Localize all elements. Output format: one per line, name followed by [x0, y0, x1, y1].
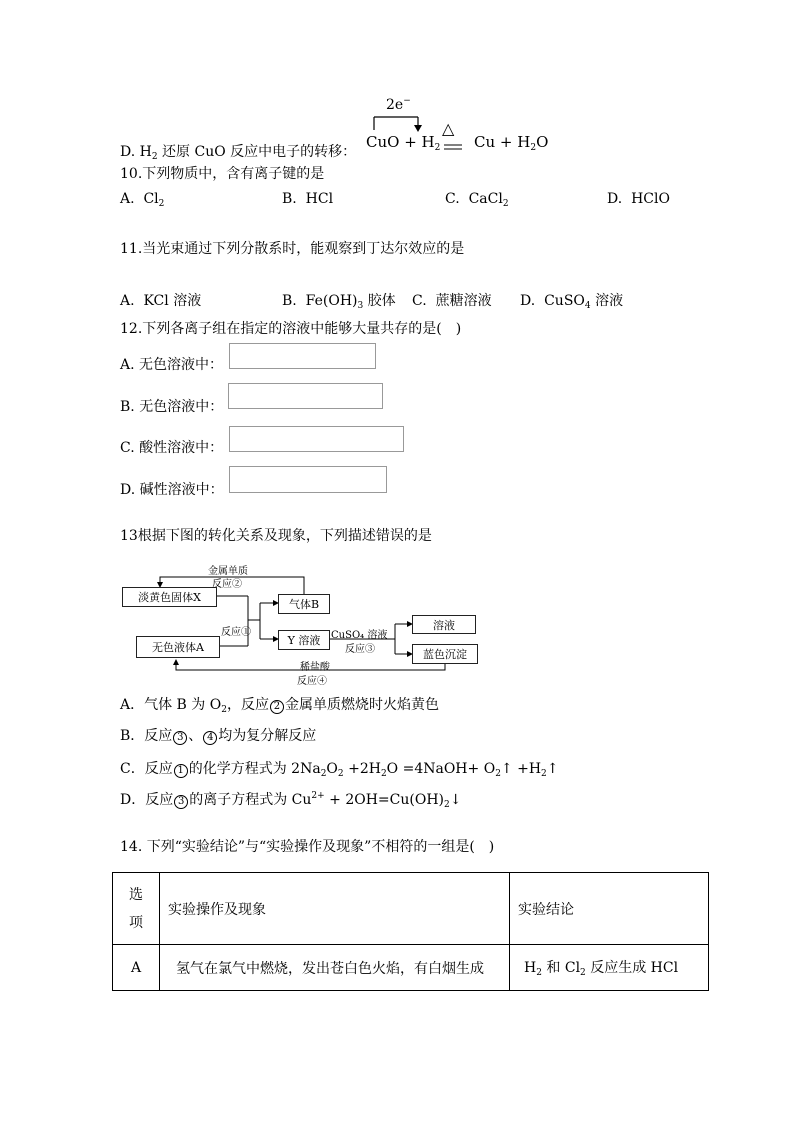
label-reaction-2: 反应② — [212, 579, 242, 590]
q10-option-d[interactable]: D. HClO — [607, 191, 670, 207]
header-operation: 实验操作及现象 — [160, 873, 510, 945]
conversion-diagram — [120, 560, 482, 686]
question-12-stem: 12.下列各离子组在指定的溶液中能够大量共存的是( ) — [120, 321, 462, 337]
row-operation: 氢气在氯气中燃烧，发出苍白色火焰，有白烟生成 — [160, 945, 510, 991]
electron-label: 2e− — [386, 96, 411, 113]
q12-option-c-image-placeholder — [229, 426, 404, 452]
q12-option-a[interactable]: A. 无色溶液中： — [120, 357, 224, 373]
q11-option-a[interactable]: A. KCl 溶液 — [120, 293, 202, 309]
q13-option-c[interactable]: C．反应 1 的化学方程式为 $2Na_2O_2 +2H_2O$ =4NaOH+ $O_2↑$ $+H_2↑$ — [120, 761, 559, 779]
header-option: 选 项 — [113, 873, 160, 945]
box-solid-x: 淡黄色固体X — [122, 587, 217, 607]
q11-option-d[interactable]: D. CuSO$_4$ 溶液 — [520, 293, 624, 311]
box-liquid-a: 无色液体A — [136, 636, 220, 658]
header-conclusion: 实验结论 — [510, 873, 709, 945]
q12-option-d-image-placeholder — [229, 466, 387, 493]
table-header-row — [113, 873, 709, 945]
q13-option-d[interactable]: D．反应 3 的离子方程式为 $Cu^{2+}$ + $2OH=Cu(OH)_2↓$ — [120, 791, 462, 810]
label-reaction-1: 反应① — [221, 627, 251, 638]
q12-option-d[interactable]: D. 碱性溶液中： — [120, 482, 224, 498]
label-reaction-4: 反应④ — [297, 676, 327, 687]
q11-option-b[interactable]: B. $Fe(OH)_3$ 胶体 — [282, 293, 396, 311]
question-13-stem: 13根据下图的转化关系及现象，下列描述错误的是 — [120, 528, 432, 544]
question-11-stem: 11.当光束通过下列分散系时，能观察到丁达尔效应的是 — [120, 241, 465, 257]
label-metal: 金属单质 — [208, 566, 248, 577]
row-option: A — [113, 945, 160, 991]
q10-option-a[interactable]: A. $Cl_2$ — [120, 191, 165, 209]
q11-option-c[interactable]: C. 蔗糖溶液 — [412, 293, 492, 309]
q12-option-c[interactable]: C. 酸性溶液中： — [120, 440, 224, 456]
reaction-equation: CuO + $H_2$ — [366, 133, 441, 153]
q12-option-b[interactable]: B. 无色溶液中： — [120, 399, 224, 415]
option-d-h2-cuo: D. $H_2$ 还原 CuO 反应中电子的转移： — [120, 144, 357, 162]
q14-table — [112, 872, 709, 991]
box-blue-precipitate: 蓝色沉淀 — [412, 644, 478, 664]
q12-option-a-image-placeholder — [229, 343, 376, 369]
question-14-stem: 14. 下列“实验结论”与“实验操作及现象”不相符的一组是( ) — [120, 839, 495, 855]
q12-option-b-image-placeholder — [228, 383, 383, 409]
label-reaction-3: 反应③ — [345, 644, 375, 655]
question-10-stem: 10.下列物质中，含有离子键的是 — [120, 166, 325, 182]
reaction-products: $Cu + H_2O$ — [474, 133, 549, 153]
q10-option-c[interactable]: C. CaCl$_2$ — [445, 191, 509, 209]
equals-sign — [444, 139, 462, 147]
q13-option-a[interactable]: A．气体 B 为 $O_2$，反应 2 金属单质燃烧时火焰黄色 — [120, 697, 439, 715]
box-solution-y: Y 溶液 — [278, 630, 330, 650]
q10-option-b[interactable]: B. HCl — [282, 191, 334, 207]
box-gas-b: 气体B — [278, 594, 330, 614]
row-conclusion: $H_2$ 和 $Cl_2$ 反应生成 HCl — [510, 945, 709, 991]
label-cuso4: CuSO₄ 溶液 — [331, 630, 388, 641]
heat-condition: △ — [442, 119, 455, 138]
box-solution: 溶液 — [412, 615, 476, 634]
q13-option-b[interactable]: B．反应 3 、 4 均为复分解反应 — [120, 728, 317, 744]
table-row — [113, 945, 709, 991]
label-dilute-hcl: 稀盐酸 — [300, 662, 330, 673]
